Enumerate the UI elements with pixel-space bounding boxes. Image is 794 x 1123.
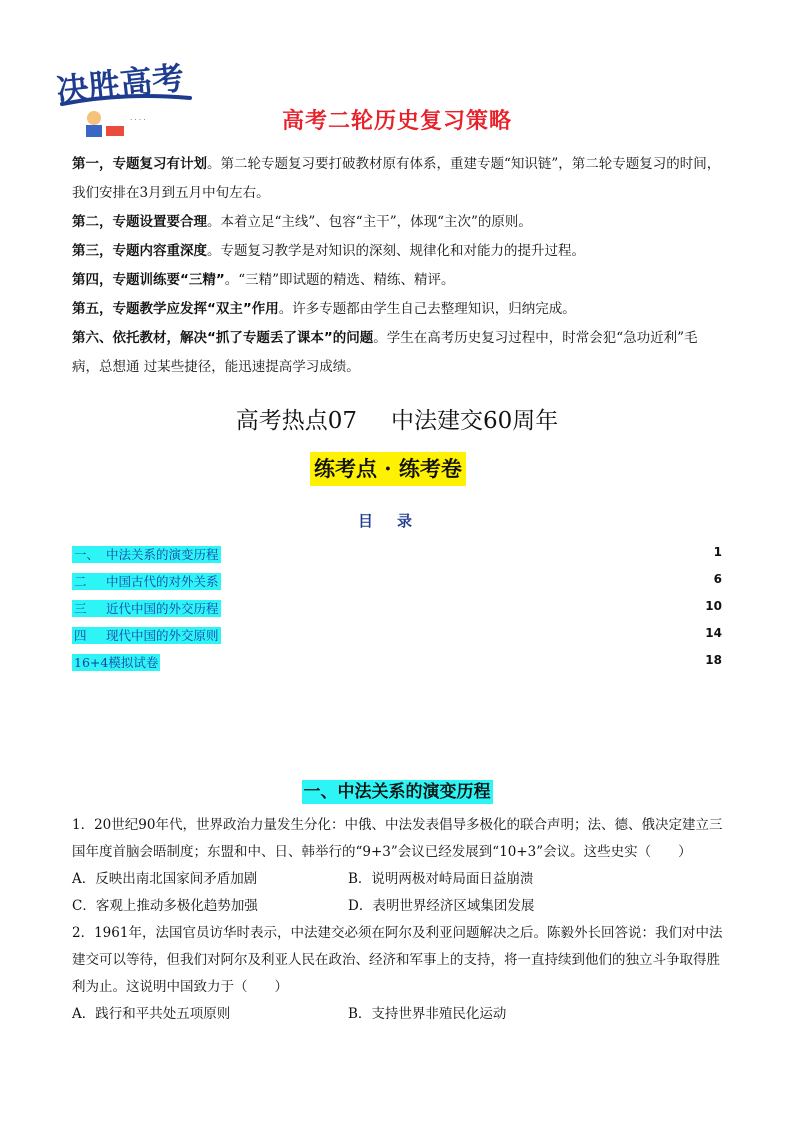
option-row xyxy=(72,1001,727,1028)
strategy-list xyxy=(72,150,724,382)
svg-text:· · · ·: · · · · xyxy=(130,116,146,124)
section-heading: 一、中法关系的演变历程 xyxy=(303,782,491,802)
option[interactable]: C．客观上推动多极化趋势加强 xyxy=(72,898,258,914)
question-stem: 2．1961年，法国官员访华时表示，中法建交必须在阿尔及利亚问题解决之后。陈毅外长回答说：我们对中法建交可以等待，但我们对阿尔及利亚人民在政治、经济和军事上的支持，将一直持续到他们的独立斗争取得胜利为止。这说明中国致力于（ ） xyxy=(72,925,723,995)
question-list xyxy=(72,812,727,1028)
hot-topic-prefix: 高考热点07 xyxy=(235,408,357,434)
toc-page: 1 xyxy=(713,545,722,559)
toc-item[interactable]: 16+4模拟试卷 18 xyxy=(74,653,722,670)
toc-item[interactable]: 三 近代中国的外交历程 10 xyxy=(74,599,722,616)
toc-item[interactable]: 四 现代中国的外交原则 14 xyxy=(74,626,722,643)
strategy-item: 第三，专题内容重深度。专题复习教学是对知识的深刻、规律化和对能力的提升过程。 xyxy=(72,243,585,259)
option[interactable]: B．说明两极对峙局面日益崩溃 xyxy=(348,871,534,887)
logo-text: 决胜高考 xyxy=(54,58,186,110)
option-row xyxy=(72,866,727,893)
option-row xyxy=(72,893,727,920)
option[interactable]: B．支持世界非殖民化运动 xyxy=(348,1006,507,1022)
practice-label: 练考点 · 练考卷 xyxy=(310,452,466,486)
strategy-item: 第二，专题设置要合理。本着立足“主线”、包容“主干”，体现“主次”的原则。 xyxy=(72,214,532,230)
page-title: 高考二轮历史复习策略 xyxy=(281,109,512,134)
option[interactable]: D．表明世界经济区域集团发展 xyxy=(348,898,535,914)
toc-item[interactable]: 二 中国古代的对外关系 6 xyxy=(74,572,722,589)
toc-page: 6 xyxy=(713,572,722,586)
option[interactable]: A．践行和平共处五项原则 xyxy=(72,1006,231,1022)
toc-item[interactable]: 一、 中法关系的演变历程 1 xyxy=(74,545,722,562)
strategy-item: 第五，专题教学应发挥“双主”作用。许多专题都由学生自己去整理知识，归纳完成。 xyxy=(72,301,576,317)
strategy-item: 第四，专题训练要“三精”。“三精”即试题的精选、精练、精评。 xyxy=(72,272,455,288)
option[interactable]: A．反映出南北国家间矛盾加剧 xyxy=(72,871,258,887)
toc-page: 14 xyxy=(705,626,722,640)
toc-page: 18 xyxy=(705,653,722,667)
strategy-item: 第六、依托教材，解决“抓了专题丢了课本”的问题。学生在高考历史复习过程中，时常会犯“急功近利”毛病，总想通 过某些捷径，能迅速提高学习成绩。 xyxy=(72,330,698,375)
toc-heading: 目录 xyxy=(357,512,436,530)
toc-page: 10 xyxy=(705,599,722,613)
question-stem: 1．20世纪90年代，世界政治力量发生分化：中俄、中法发表倡导多极化的联合声明；法、德、俄决定建立三国年度首脑会晤制度；东盟和中、日、韩举行的“9+3”会议已经发展到“10+3”会议。这些史实（ ） xyxy=(72,817,723,860)
strategy-item: 第一，专题复习有计划。第二轮专题复习要打破教材原有体系，重建专题“知识链”，第二轮专题复习的时间，我们安排在3月到五月中旬左右。 xyxy=(72,156,721,201)
hot-topic-title xyxy=(0,402,794,435)
hot-topic-name: 中法建交60周年 xyxy=(391,408,559,434)
